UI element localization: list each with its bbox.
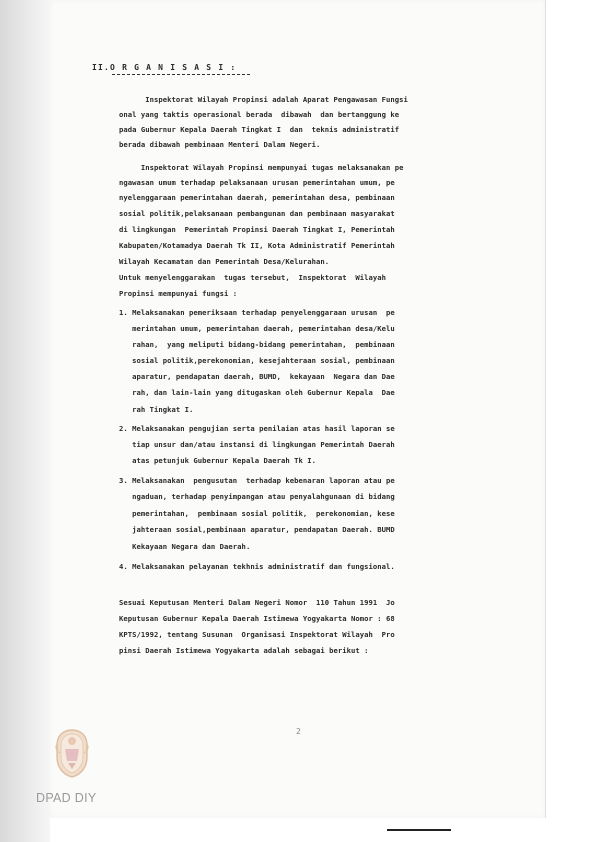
heading-underline bbox=[112, 74, 250, 75]
paragraph-line: pada Gubernur Kepala Daerah Tingkat I dan teknis administratif bbox=[119, 125, 400, 134]
page-number: 2 bbox=[296, 727, 301, 736]
list-item-line: 4. Melaksanakan pelayanan tekhnis administratif dan fungsional. bbox=[119, 562, 395, 571]
paragraph-line: nyelenggaraan pemerintahan daerah, pemerintahan desa, pembinaan bbox=[119, 193, 395, 202]
paragraph-line: onal yang taktis operasional berada dibawah dan bertanggung ke bbox=[119, 110, 400, 119]
list-item-line: pemerintahan, pembinaan sosial politik, perekonomian, kese bbox=[119, 509, 395, 518]
list-item-line: aparatur, pendapatan daerah, BUMD, kekayaan Negara dan Dae bbox=[119, 372, 395, 381]
scanner-shadow bbox=[0, 0, 50, 842]
watermark-text: DPAD DIY bbox=[36, 791, 97, 805]
paragraph-line: Untuk menyelenggarakan tugas tersebut, Inspektorat Wilayah bbox=[119, 273, 387, 282]
paragraph-line: Inspektorat Wilayah Propinsi mempunyai tugas melaksanakan pe bbox=[119, 163, 404, 172]
list-item-line: rah, dan lain-lain yang ditugaskan oleh Gubernur Kepala Dae bbox=[119, 388, 395, 397]
list-item-line: Kekayaan Negara dan Daerah. bbox=[119, 542, 251, 551]
paragraph-line: Inspektorat Wilayah Propinsi adalah Aparat Pengawasan Fungsi bbox=[119, 95, 408, 104]
list-item-line: atas petunjuk Gubernur Kepala Daerah Tk I. bbox=[119, 456, 316, 465]
list-item-line: merintahan umum, pemerintahan daerah, pemerintahan desa/Kelu bbox=[119, 324, 395, 333]
list-item-line: 2. Melaksanakan pengujian serta penilaian atas hasil laporan se bbox=[119, 424, 395, 433]
paragraph-line: pinsi Daerah Istimewa Yogyakarta adalah sebagai berikut : bbox=[119, 646, 369, 655]
list-item-line: tiap unsur dan/atau instansi di lingkungan Pemerintah Daerah bbox=[119, 440, 395, 449]
paragraph-line: Sesuai Keputusan Menteri Dalam Negeri Nomor 110 Tahun 1991 Jo bbox=[119, 598, 395, 607]
bottom-rule bbox=[387, 829, 451, 831]
paragraph-line: Propinsi mempunyai fungsi : bbox=[119, 289, 238, 298]
paragraph-line: di lingkungan Pemerintah Propinsi Daerah Tingkat I, Pemerintah bbox=[119, 225, 395, 234]
list-item-line: rahan, yang meliputi bidang-bidang pemerintahan, pembinaan bbox=[119, 340, 395, 349]
document-page bbox=[50, 0, 546, 818]
paragraph-line: Kabupaten/Kotamadya Daerah Tk II, Kota Administratif Pemerintah bbox=[119, 241, 395, 250]
emblem-watermark-icon bbox=[52, 727, 92, 779]
list-item-line: rah Tingkat I. bbox=[119, 405, 194, 414]
paragraph-line: Keputusan Gubernur Kepala Daerah Istimewa Yogyakarta Nomor : 68 bbox=[119, 614, 395, 623]
list-item-line: 1. Melaksanakan pemeriksaan terhadap penyelenggaraan urusan pe bbox=[119, 308, 395, 317]
paragraph-line: berada dibawah pembinaan Menteri Dalam Negeri. bbox=[119, 140, 321, 149]
paragraph-line: ngawasan umum terhadap pelaksanaan urusan pemerintahan umum, pe bbox=[119, 178, 395, 187]
list-item-line: 3. Melaksanakan pengusutan terhadap kebenaran laporan atau pe bbox=[119, 476, 395, 485]
paragraph-line: KPTS/1992, tentang Susunan Organisasi Inspektorat Wilayah Pro bbox=[119, 630, 395, 639]
list-item-line: jahteraan sosial,pembinaan aparatur, pendapatan Daerah. BUMD bbox=[119, 525, 395, 534]
paragraph-line: sosial politik,pelaksanaan pembangunan dan pembinaan masyarakat bbox=[119, 209, 395, 218]
list-item-line: ngaduan, terhadap penyimpangan atau penyalahgunaan di bidang bbox=[119, 492, 395, 501]
paragraph-line: Wilayah Kecamatan dan Pemerintah Desa/Kelurahan. bbox=[119, 257, 330, 266]
section-heading: II.O R G A N I S A S I : bbox=[92, 63, 237, 72]
list-item-line: sosial politik,perekonomian, kesejahteraan sosial, pembinaan bbox=[119, 356, 395, 365]
